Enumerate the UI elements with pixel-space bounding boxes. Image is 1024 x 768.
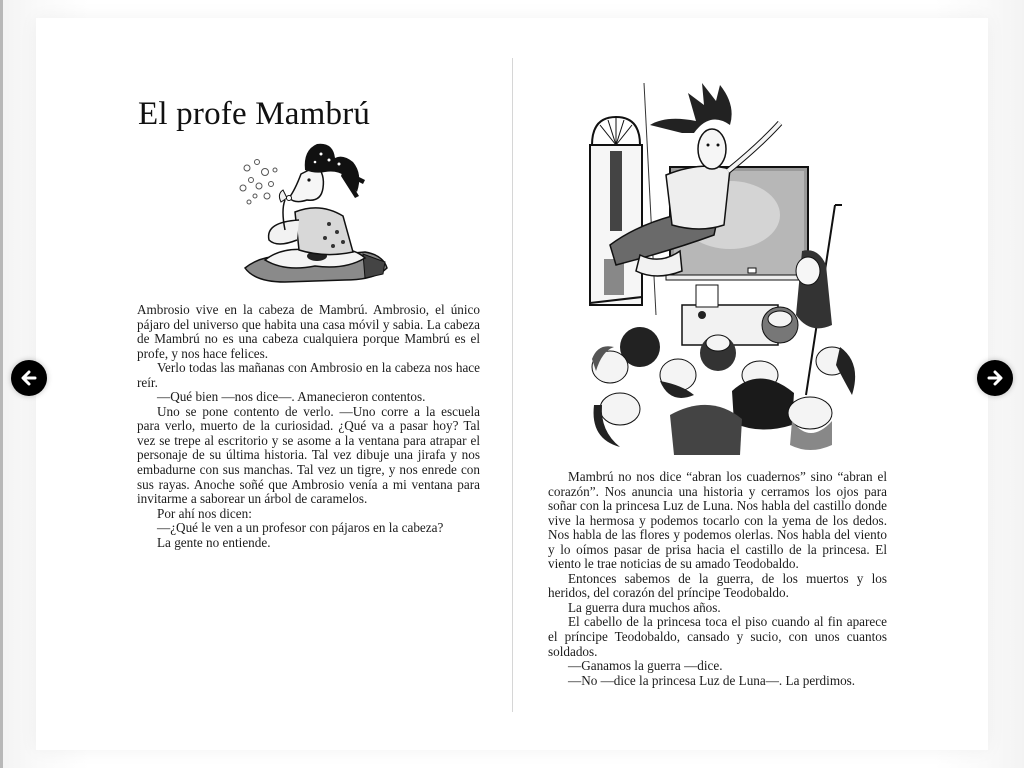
arrow-right-icon <box>985 368 1005 388</box>
left-page-body <box>137 303 480 550</box>
arched-window <box>590 117 642 305</box>
illustration-classroom-flying-teacher <box>570 75 870 455</box>
right-page-body <box>548 470 887 688</box>
illustration-man-blowing-bubbles <box>225 140 395 290</box>
paragraph: Ambrosio vive en la cabeza de Mambrú. Ambrosio, el único pájaro del universo que habita una casa móvil y sabia. La cabeza de Mambrú no es una cabeza cualquiera porque Mambrú es el profe, y nos hace felices. <box>137 302 480 361</box>
paragraph: Uno se pone contento de verlo. —Uno corre a la escuela para verlo, muerto de la curiosidad. ¿Qué va a pasar hoy? Tal vez se trepe al escritorio y se asome a la ventana para atrapar el personaje de su última historia. Tal vez dibuje una jirafa y nos embadurne con sus manchas. Tal vez un tigre, y nos enrede con sus rayas. Anoche soñé que Ambrosio venía a mi ventana para invitarme a saborear un árbol de caramelos. <box>137 403 480 507</box>
paragraph: —No —dice la princesa Luz de Luna—. La perdimos. <box>568 672 856 688</box>
paragraph: Verlo todas las mañanas con Ambrosio en la cabeza nos hace reír. <box>137 360 480 390</box>
chapter-title: El profe Mambrú <box>138 96 371 132</box>
paragraph: —¿Qué le ven a un profesor con pájaros en la cabeza? <box>157 520 444 536</box>
book-spine-divider <box>512 58 513 712</box>
bubbles <box>240 160 277 205</box>
paragraph: La guerra dura muchos años. <box>568 599 721 615</box>
paragraph: Mambrú no nos dice “abran los cuadernos” sino “abran el corazón”. Nos anuncia una historia y cerramos los ojos para soñar con la princesa Luz de Luna. Nos habla del castillo donde vive la hermosa y podemos tocarlo con la yema de los dedos. Nos habla de las flores y podemos olerlas. Nos habla del viento y lo oímos pasar de prisa hacia el castillo de la princesa. El viento le trae noticias de su amado Teodobaldo. <box>548 469 887 572</box>
paragraph: —Qué bien —nos dice—. Amanecieron contentos. <box>157 389 426 405</box>
arrow-left-icon <box>19 368 39 388</box>
paragraph: Por ahí nos dicen: <box>157 505 252 521</box>
paragraph: —Ganamos la guerra —dice. <box>568 658 723 674</box>
paragraph: Entonces sabemos de la guerra, de los muertos y los heridos, del corazón del príncipe Teodobaldo. <box>548 570 887 601</box>
paragraph: El cabello de la princesa toca el piso cuando al fin aparece el príncipe Teodobaldo, cansado y sucio, con unos cuantos soldados. <box>548 614 887 659</box>
paragraph: La gente no entiende. <box>157 534 271 550</box>
window-edge <box>0 0 3 768</box>
next-page-button[interactable] <box>977 360 1013 396</box>
previous-page-button[interactable] <box>11 360 47 396</box>
